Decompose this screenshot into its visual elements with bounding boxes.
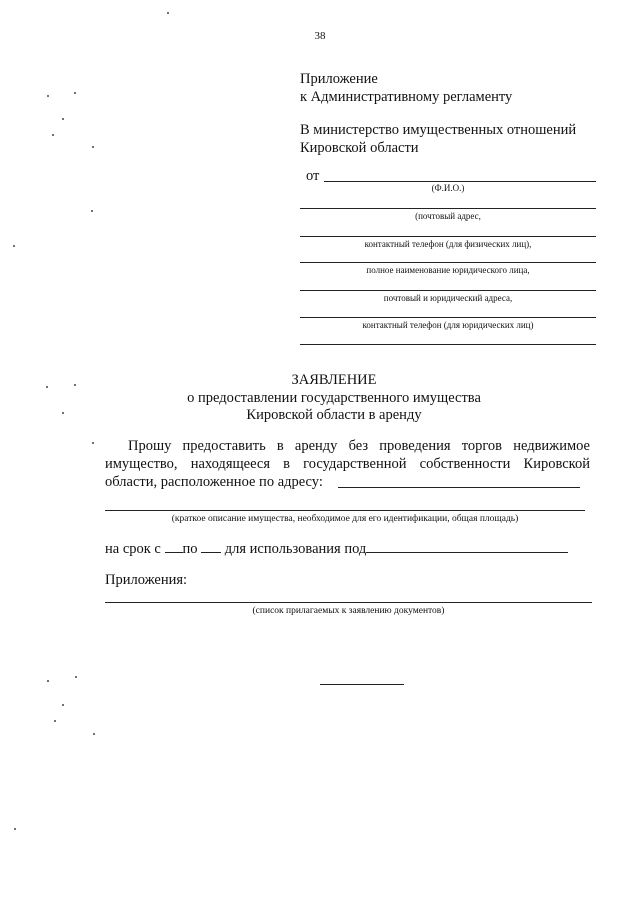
page-number: 38: [314, 30, 326, 42]
caption-attachments: (список прилагаемых к заявлению документов): [252, 606, 445, 616]
scan-speck: [62, 704, 64, 706]
scan-speck: [92, 442, 94, 444]
term-suffix: для использования под: [224, 541, 367, 557]
scan-speck: [91, 210, 93, 212]
scan-speck: [74, 92, 76, 94]
scan-speck: [47, 95, 49, 97]
scan-speck: [62, 118, 64, 120]
term-middle: по: [182, 541, 198, 557]
legal-phone-line-top[interactable]: [300, 317, 596, 318]
appendix-label: Приложение: [300, 71, 378, 87]
scan-speck: [54, 720, 56, 722]
caption-legal-entity-name: полное наименование юридического лица,: [366, 265, 530, 275]
caption-legal-addresses: почтовый и юридический адреса,: [383, 293, 513, 303]
caption-legal-phone: контактный телефон (для юридических лиц): [362, 320, 534, 330]
from-name-line[interactable]: [324, 181, 596, 182]
attachments-list-line[interactable]: [105, 602, 592, 603]
property-address-line[interactable]: [338, 487, 580, 488]
document-subtitle-2: Кировской области в аренду: [246, 407, 422, 423]
request-paragraph-line-1: Прошу предоставить в аренду без проведения торгов недвижимое: [128, 438, 590, 454]
scan-speck: [46, 386, 48, 388]
legal-entity-name-line[interactable]: [300, 262, 596, 263]
from-label: от: [306, 168, 320, 184]
caption-fio: (Ф.И.О.): [431, 183, 465, 193]
usage-purpose-field[interactable]: [366, 540, 568, 553]
scan-speck: [93, 733, 95, 735]
document-title: ЗАЯВЛЕНИЕ: [291, 372, 377, 388]
scan-speck: [75, 676, 77, 678]
document-subtitle-1: о предоставлении государственного имущества: [187, 390, 481, 406]
scan-speck: [62, 412, 64, 414]
individual-phone-line[interactable]: [300, 236, 596, 237]
term-line: [105, 540, 568, 558]
scan-speck: [74, 384, 76, 386]
term-start-field[interactable]: [165, 540, 183, 553]
addressee-line-2: Кировской области: [300, 140, 419, 156]
postal-address-line[interactable]: [300, 208, 596, 209]
caption-individual-phone: контактный телефон (для физических лиц),: [364, 239, 532, 249]
legal-addresses-line[interactable]: [300, 290, 596, 291]
scan-speck: [13, 245, 15, 247]
end-divider: [320, 684, 404, 685]
term-prefix: на срок с: [105, 541, 161, 557]
scan-speck: [167, 12, 169, 14]
attachments-label: Приложения:: [105, 572, 188, 588]
scan-speck: [92, 146, 94, 148]
scan-speck: [14, 828, 16, 830]
request-paragraph-line-3: области, расположенное по адресу:: [105, 474, 323, 490]
appendix-reference: к Административному регламенту: [300, 89, 513, 105]
scan-speck: [47, 680, 49, 682]
request-paragraph-line-2: имущество, находящееся в государственной собственности Кировской: [105, 456, 590, 472]
legal-phone-line-bottom[interactable]: [300, 344, 596, 345]
property-description-line[interactable]: [105, 510, 585, 511]
scan-speck: [52, 134, 54, 136]
caption-postal-address: (почтовый адрес,: [415, 211, 481, 221]
addressee-line-1: В министерство имущественных отношений: [300, 122, 577, 138]
caption-property-description: (краткое описание имущества, необходимое для его идентификации, общая площадь): [171, 514, 519, 524]
term-end-field[interactable]: [201, 540, 221, 553]
